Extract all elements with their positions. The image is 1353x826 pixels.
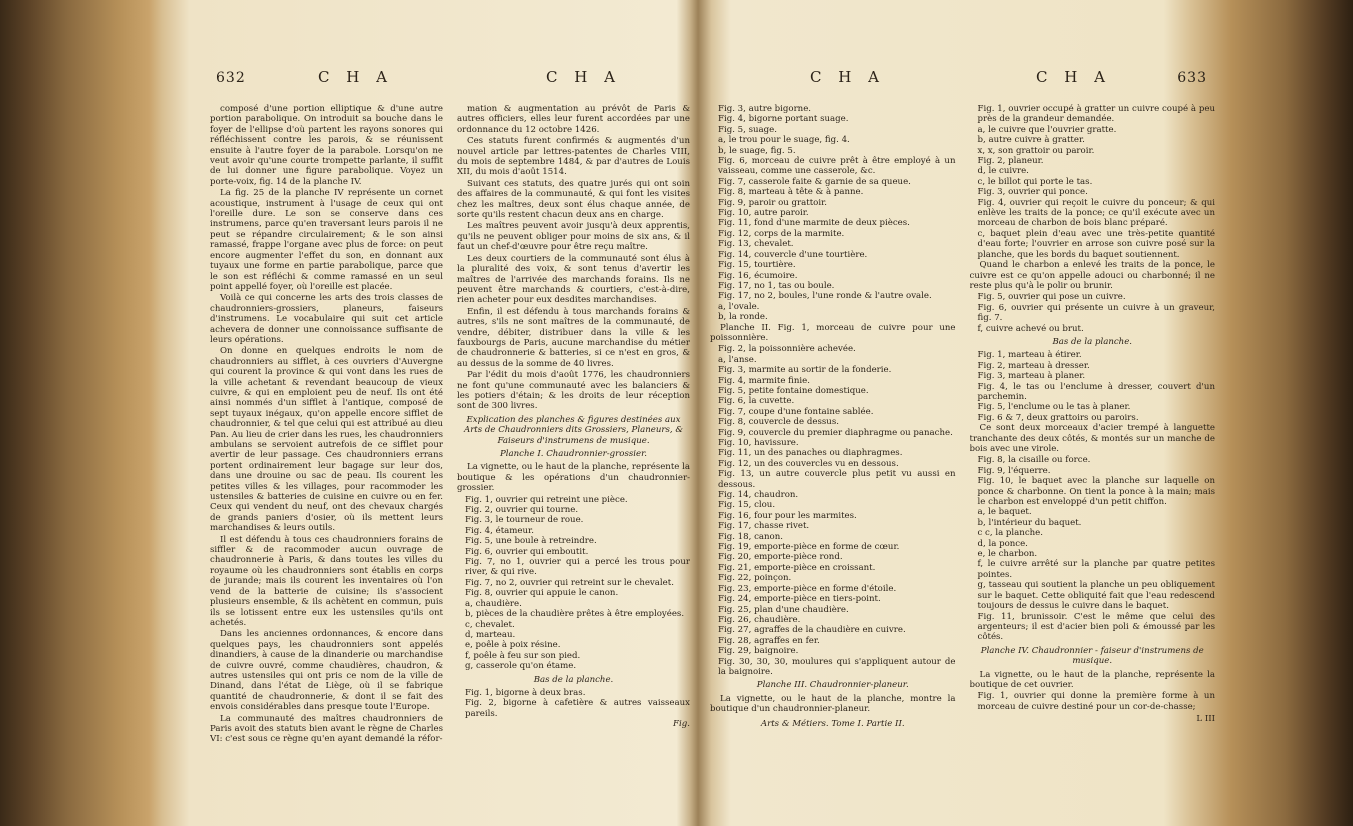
- figure-item: b, autre cuivre à gratter.: [977, 135, 1085, 146]
- figure-item: Fig. 2, planeur.: [977, 156, 1044, 167]
- figure-item: g, casserole qu'on étame.: [465, 661, 577, 672]
- figure-item: Fig. 10, havissure.: [718, 438, 799, 448]
- paragraph: Voilà ce qui concerne les arts des trois classes de chaudronniers-grossiers, planeurs, faiseurs d'instrumens. Le vocabulaire qui suit cet article achevera de donner une connoissance suffisante de leurs opérations.: [210, 293, 443, 345]
- figure-item: Fig. 6 & 7, deux grattoirs ou paroirs.: [977, 412, 1139, 423]
- paragraph: Suivant ces statuts, des quatre jurés qui ont soin des affaires de la communauté, & qui font les visites chez les maîtres, deux sont élus chaque année, de sorte qu'ils restent chacun deux ans en charge.: [457, 178, 690, 221]
- figure-item: f, poêle à feu sur son pied.: [465, 650, 581, 661]
- figure-item: Fig. 11, un des panaches ou diaphragmes.: [718, 448, 903, 459]
- paragraph: Enfin, il est défendu à tous marchands forains & autres, s'ils ne sont maîtres de la communauté, de vendre, débiter, distribuer dans la ville & les fauxbourgs de Paris, aucune marchandise du métier de chaudronnerie & batteries, si ce n'est en gros, & au dessus de la somme de 40 livres.: [457, 306, 690, 369]
- figure-item: Fig. 4, marmite finie.: [718, 375, 810, 386]
- signature-mark: L III: [1196, 714, 1215, 725]
- figure-item: Fig. 27, agraffes de la chaudière en cuivre.: [718, 625, 906, 636]
- figure-item: c c, la planche.: [977, 528, 1043, 539]
- paragraph: Quand le charbon a enlevé les traits de la ponce, le cuivre est ce qu'on appelle adouci ou charbonné; il ne reste plus qu'à le polir ou brunir.: [969, 260, 1215, 291]
- figure-item: Fig. 11, fond d'une marmite de deux pièces.: [718, 218, 910, 229]
- running-head-title: C H A: [810, 68, 885, 86]
- figure-item: Fig. 25, plan d'une chaudière.: [718, 604, 849, 615]
- figure-item: Fig. 18, canon.: [718, 531, 783, 542]
- figure-item: Fig. 8, ouvrier qui appuie le canon.: [465, 588, 619, 599]
- sub-heading: Bas de la planche.: [533, 674, 614, 685]
- figure-item: Fig. 19, emporte-pièce en forme de cœur.: [718, 542, 900, 553]
- figure-item: g, tasseau qui soutient la planche un peu obliquement sur le baquet. Cette obliquité fait que l'eau redescend toujours de dessus le cuivre dans le baquet.: [977, 580, 1215, 612]
- paragraph: mation & augmentation au prévôt de Paris & autres officiers, elles leur furent accordées par une ordonnance du 12 octobre 1426.: [457, 104, 690, 135]
- running-head-right: [710, 68, 1215, 96]
- figure-item: f, le cuivre arrêté sur la planche par quatre petites pointes.: [977, 559, 1215, 580]
- figure-item: c, chevalet.: [465, 619, 515, 630]
- figure-item: Fig. 6, ouvrier qui emboutit.: [465, 546, 589, 557]
- figure-item: Fig. 9, l'équerre.: [977, 465, 1051, 476]
- page-footer: Arts & Métiers. Tome I. Partie II.: [760, 718, 905, 729]
- figure-item: Fig. 21, emporte-pièce en croissant.: [718, 562, 876, 573]
- figure-item: Fig. 1, bigorne à deux bras.: [465, 687, 586, 698]
- figure-item: Fig. 12, corps de la marmite.: [718, 228, 845, 239]
- figure-item: Fig. 15, tourtière.: [718, 260, 796, 271]
- figure-item: b, le suage, fig. 5.: [718, 145, 796, 156]
- figure-item: Fig. 20, emporte-pièce rond.: [718, 552, 843, 563]
- figure-item: b, l'intérieur du baquet.: [977, 517, 1082, 528]
- paragraph: Il est défendu à tous ces chaudronniers forains de siffler & de racommoder aucun ouvrage de chaudronnerie à Paris, & dans toutes les villes du royaume où les chaudronniers sont établis en corps de jurande; mais ils courent les inventaires où l'on vend de la batterie de cuisine; ils s'associent plusieurs ensemble, & ils achètent en commun, puis ils se lotissent entre eux les ustensiles qu'ils ont achetés.: [210, 534, 443, 628]
- figure-item: Fig. 9, paroir ou grattoir.: [718, 197, 827, 208]
- left-page: [210, 40, 690, 814]
- figure-item: Fig. 16, four pour les marmites.: [718, 510, 857, 521]
- figure-item: e, poêle à poix résine.: [465, 640, 561, 651]
- paragraph: Ce sont deux morceaux d'acier trempé à languette tranchante des deux côtés, & montés sur un manche de bois avec une virole.: [969, 423, 1215, 454]
- sub-heading: Bas de la planche.: [1052, 336, 1133, 347]
- figure-item: Fig. 2, ouvrier qui tourne.: [465, 505, 579, 516]
- figure-item: Fig. 1, ouvrier qui retreint une pièce.: [465, 494, 628, 505]
- figure-item: x, x, son grattoir ou paroir.: [977, 145, 1095, 156]
- figure-item: Fig. 10, autre paroir.: [718, 208, 809, 219]
- figure-item: Fig. 3, marmite au sortir de la fonderie.: [718, 365, 892, 376]
- figure-item: a, le cuivre que l'ouvrier gratte.: [977, 124, 1117, 135]
- column-2: [457, 104, 690, 814]
- figure-item: Fig. 5, petite fontaine domestique.: [718, 385, 869, 396]
- figure-item: Fig. 3, marteau à planer.: [977, 371, 1086, 382]
- figure-item: a, l'ovale.: [718, 301, 760, 312]
- figure-item: Fig. 7, coupe d'une fontaine sablée.: [718, 406, 874, 417]
- figure-item: Fig. 5, une boule à retreindre.: [465, 536, 597, 547]
- figure-item: Fig. 8, marteau à tête & à panne.: [718, 187, 864, 198]
- figure-item: Fig. 1, ouvrier occupé à gratter un cuivre coupé à peu près de la grandeur demandée.: [977, 104, 1215, 125]
- figure-item: a, l'anse.: [718, 354, 757, 365]
- paragraph: Ces statuts furent confirmés & augmentés d'un nouvel article par lettres-patentes de Charles VIII, du mois de septembre 1484, & par d'autres de Louis XII, du mois d'août 1514.: [457, 136, 690, 178]
- right-page: [710, 40, 1215, 814]
- text-columns: [210, 104, 690, 814]
- paragraph: Par l'édit du mois d'août 1776, les chaudronniers ne font qu'une communauté avec les balanciers & les potiers d'étain; & les droits de leur réception sont de 300 livres.: [457, 370, 690, 412]
- figure-item: Fig. 2, marteau à dresser.: [977, 360, 1090, 371]
- figure-item: Fig. 3, ouvrier qui ponce.: [977, 187, 1088, 198]
- figure-item: Fig. 2, la poissonnière achevée.: [718, 344, 856, 355]
- figure-item: e, le charbon.: [977, 549, 1038, 560]
- figure-item: Fig. 29, baignoire.: [718, 646, 799, 657]
- figure-item: Fig. 17, chasse rivet.: [718, 521, 810, 532]
- paragraph: Les deux courtiers de la communauté sont élus à la pluralité des voix, & sont tenus d'avertir les maîtres de l'arrivée des marchands forains. Ils ne peuvent être marchands & courtiers, c'est-à-dire, rien acheter pour eux desdites marchandises.: [457, 253, 690, 306]
- page-number: 632: [216, 70, 246, 86]
- figure-item: Fig. 7, no 2, ouvrier qui retreint sur le chevalet.: [465, 577, 674, 588]
- figure-item: c, le billot qui porte le tas.: [977, 176, 1093, 187]
- paragraph: composé d'une portion elliptique & d'une autre portion parabolique. On introduit sa bouche dans le foyer de l'ellipse d'où partent les rayons sonores qui réfléchissent contre les parois, & se réunissent ensuite à l'autre foyer de la parabole. Lorsqu'on ne veut avoir qu'une courte trompette parlante, il suffit de lui donner une figure parabolique. Voyez un porte-voix, fig. 14 de la planche IV.: [210, 104, 443, 187]
- figure-item: b, la ronde.: [718, 312, 768, 323]
- figure-item: Fig. 4, bigorne portant suage.: [718, 114, 849, 125]
- figure-item: Fig. 2, bigorne à cafetière & autres vaisseaux pareils.: [465, 698, 690, 719]
- figure-item: a, le trou pour le suage, fig. 4.: [718, 135, 850, 146]
- figure-item: Fig. 4, étameur.: [465, 525, 534, 536]
- figure-item: d, la ponce.: [977, 538, 1028, 549]
- figure-item: Fig. 28, agraffes en fer.: [718, 635, 820, 646]
- figure-item: Fig. 17, no 2, boules, l'une ronde & l'autre ovale.: [718, 291, 932, 302]
- running-head-title: C H A: [1036, 68, 1111, 86]
- figure-item: Fig. 17, no 1, tas ou boule.: [718, 280, 835, 291]
- figure-item: Fig. 8, couvercle de dessus.: [718, 417, 839, 428]
- running-head-title: C H A: [318, 68, 393, 86]
- figure-item: Fig. 4, ouvrier qui reçoit le cuivre du ponceur; & qui enlève les traits de la ponce; ce qu'il exécute avec un morceau de charbon de bois blanc préparé.: [977, 197, 1215, 229]
- figure-item: Fig. 1, ouvrier qui donne la première forme à un morceau de cuivre destiné pour un cor-de-chasse;: [977, 691, 1215, 712]
- figure-item: f, cuivre achevé ou brut.: [977, 323, 1084, 334]
- figure-item: Fig. 12, un des couvercles vu en dessous.: [718, 458, 899, 469]
- figure-item: b, pièces de la chaudière prêtes à être employées.: [465, 609, 685, 620]
- figure-item: Fig. 3, autre bigorne.: [718, 104, 812, 114]
- figure-item: Fig. 7, no 1, ouvrier qui a percé les trous pour river, & qui rive.: [465, 557, 690, 578]
- figure-item: Fig. 6, ouvrier qui présente un cuivre à un graveur, fig. 7.: [977, 302, 1215, 324]
- figure-item: Fig. 13, un autre couvercle plus petit vu aussi en dessous.: [718, 469, 956, 490]
- figure-item: Fig. 6, morceau de cuivre prêt à être employé à un vaisseau, comme une casserole, &c.: [718, 156, 956, 177]
- running-head-left: [210, 68, 690, 96]
- catchword: Fig.: [673, 719, 690, 730]
- figure-item: Fig. 15, clou.: [718, 500, 776, 511]
- figure-item: Fig. 11, brunissoir. C'est le même que celui des argenteurs; il est d'acier bien poli & émoussé par les côtés.: [977, 611, 1215, 643]
- figure-item: Fig. 7, casserole faite & garnie de sa queue.: [718, 176, 911, 187]
- plate-heading: Planche II. Fig. 1, morceau de cuivre pour une poissonnière.: [710, 322, 956, 343]
- figure-item: c, baquet plein d'eau avec une très-petite quantité d'eau forte; l'ouvrier en arrose son cuivre posé sur la planche, que les bords du baquet soutiennent.: [977, 228, 1215, 260]
- figure-item: Fig. 26, chaudière.: [718, 614, 801, 625]
- paragraph: La vignette, ou le haut de la planche, représente la boutique & les opérations d'un chaudronnier-grossier.: [457, 462, 690, 494]
- plate-heading: Planche I. Chaudronnier-grossier.: [499, 449, 647, 459]
- paragraph: Dans les anciennes ordonnances, & encore dans quelques pays, les chaudronniers sont appelés dinandiers, à cause de la dinanderie ou marchandise de cuivre ouvré, comme chaudières, chaudron, & autres ustensiles qui ont pris ce nom de la ville de Dinand, dans l'état de Liège, où il se fabrique quantité de chaudronnerie, & dont il se fait des envois considérables dans presque toute l'Europe.: [210, 629, 443, 713]
- paragraph: La fig. 25 de la planche IV représente un cornet acoustique, instrument à l'usage de ceux qui ont l'oreille dure. Le son se conserve dans ces instrumens, parce qu'en traversant leurs parois il ne peut se répandre circulairement; & le son ainsi ramassé, frappe l'organe avec plus de force: on peut encore augmenter l'effet du son, en donnant aux tuyaux une forme en partie parabolique, parce que le son est réfléchi & comme ramassé en un seul point appellé foyer, où l'oreille est placée.: [210, 188, 443, 292]
- figure-item: Fig. 3, le tourneur de roue.: [465, 515, 584, 526]
- text-columns: [710, 104, 1215, 814]
- section-heading: Explication des planches & figures destinées aux Arts de Chaudronniers dits Grossiers, Planeurs, & Faiseurs d'instrumens de musique.: [463, 414, 683, 446]
- figure-item: Fig. 5, ouvrier qui pose un cuivre.: [977, 292, 1126, 303]
- figure-item: Fig. 30, 30, 30, moulures qui s'appliquent autour de la baignoire.: [718, 656, 956, 677]
- figure-item: Fig. 14, couvercle d'une tourtière.: [718, 249, 868, 260]
- paragraph: Les maîtres peuvent avoir jusqu'à deux apprentis, qu'ils ne peuvent obliger pour moins de six ans, & il faut un chef-d'œuvre pour être reçu maître.: [457, 221, 690, 253]
- plate-heading: Planche III. Chaudronnier-planeur.: [756, 680, 909, 691]
- column-2: [970, 104, 1216, 814]
- figure-item: Fig. 1, marteau à étirer.: [977, 350, 1082, 361]
- page-number: 633: [1177, 70, 1207, 86]
- figure-item: Fig. 23, emporte-pièce en forme d'étoile.: [718, 583, 897, 594]
- figure-item: d, le cuivre.: [977, 166, 1029, 177]
- figure-item: Fig. 14, chaudron.: [718, 490, 799, 501]
- paragraph: La vignette, ou le haut de la planche, montre la boutique d'un chaudronnier-planeur.: [710, 693, 956, 715]
- figure-item: Fig. 16, écumoire.: [718, 270, 798, 281]
- figure-item: Fig. 5, l'enclume ou le tas à planer.: [977, 402, 1131, 413]
- figure-item: Fig. 10, le baquet avec la planche sur laquelle on ponce & charbonne. On tient la ponce à la main; mais le charbon est enveloppé d'un petit chiffon.: [977, 476, 1215, 508]
- column-1: [210, 104, 443, 814]
- plate-heading: Planche IV. Chaudronnier - faiseur d'instrumens de musique.: [980, 645, 1204, 667]
- figure-item: Fig. 5, suage.: [718, 124, 777, 135]
- figure-item: d, marteau.: [465, 629, 516, 640]
- paragraph: On donne en quelques endroits le nom de chaudronniers au sifflet, à ces ouvriers d'Auvergne qui courent la province & qui vont dans les rues de la ville achetant & revendant beaucoup de vieux cuivre, & qui en emploient peu de neuf. Ils ont été ainsi nommés d'un sifflet à l'antique, composé de sept tuyaux inégaux, qu'on appelle encore sifflet de chaudronnier, & tel que celui qui est attribué au dieu Pan. Au lieu de crier dans les rues, les chaudronniers ambulans se servoient autrefois de ce sifflet pour avertir de leur passage. Ces chaudronniers errans portent ordinairement leur bagage sur leur dos, dans une drouine ou sac de peau. Ils courent les petites villes & les villages, pour racommoder les ustensiles & batteries de cuisine en cuivre ou en fer. Ceux qui vendent du neuf, ont des chevaux chargés de grands paniers d'osier, où ils mettent leurs marchandises & leurs outils.: [210, 346, 443, 534]
- figure-item: Fig. 22, poinçon.: [718, 573, 792, 584]
- column-1: [710, 104, 956, 814]
- figure-item: a, chaudière.: [465, 598, 522, 609]
- figure-item: Fig. 4, le tas ou l'enclume à dresser, couvert d'un parchemin.: [977, 381, 1215, 402]
- figure-item: Fig. 8, la cisaille ou force.: [977, 455, 1091, 466]
- figure-item: Fig. 13, chevalet.: [718, 239, 794, 250]
- running-head-title: C H A: [546, 68, 621, 86]
- figure-item: Fig. 6, la cuvette.: [718, 396, 795, 407]
- paragraph: La vignette, ou le haut de la planche, représente la boutique de cet ouvrier.: [969, 669, 1215, 690]
- figure-item: Fig. 24, emporte-pièce en tiers-point.: [718, 594, 881, 605]
- figure-item: a, le baquet.: [977, 507, 1032, 518]
- figure-item: Fig. 9, couvercle du premier diaphragme ou panache.: [718, 427, 953, 438]
- paragraph: La communauté des maîtres chaudronniers de Paris avoit des statuts bien avant le règne de Charles VI: c'est sous ce règne qu'en ayant demandé la réfor-: [210, 713, 443, 745]
